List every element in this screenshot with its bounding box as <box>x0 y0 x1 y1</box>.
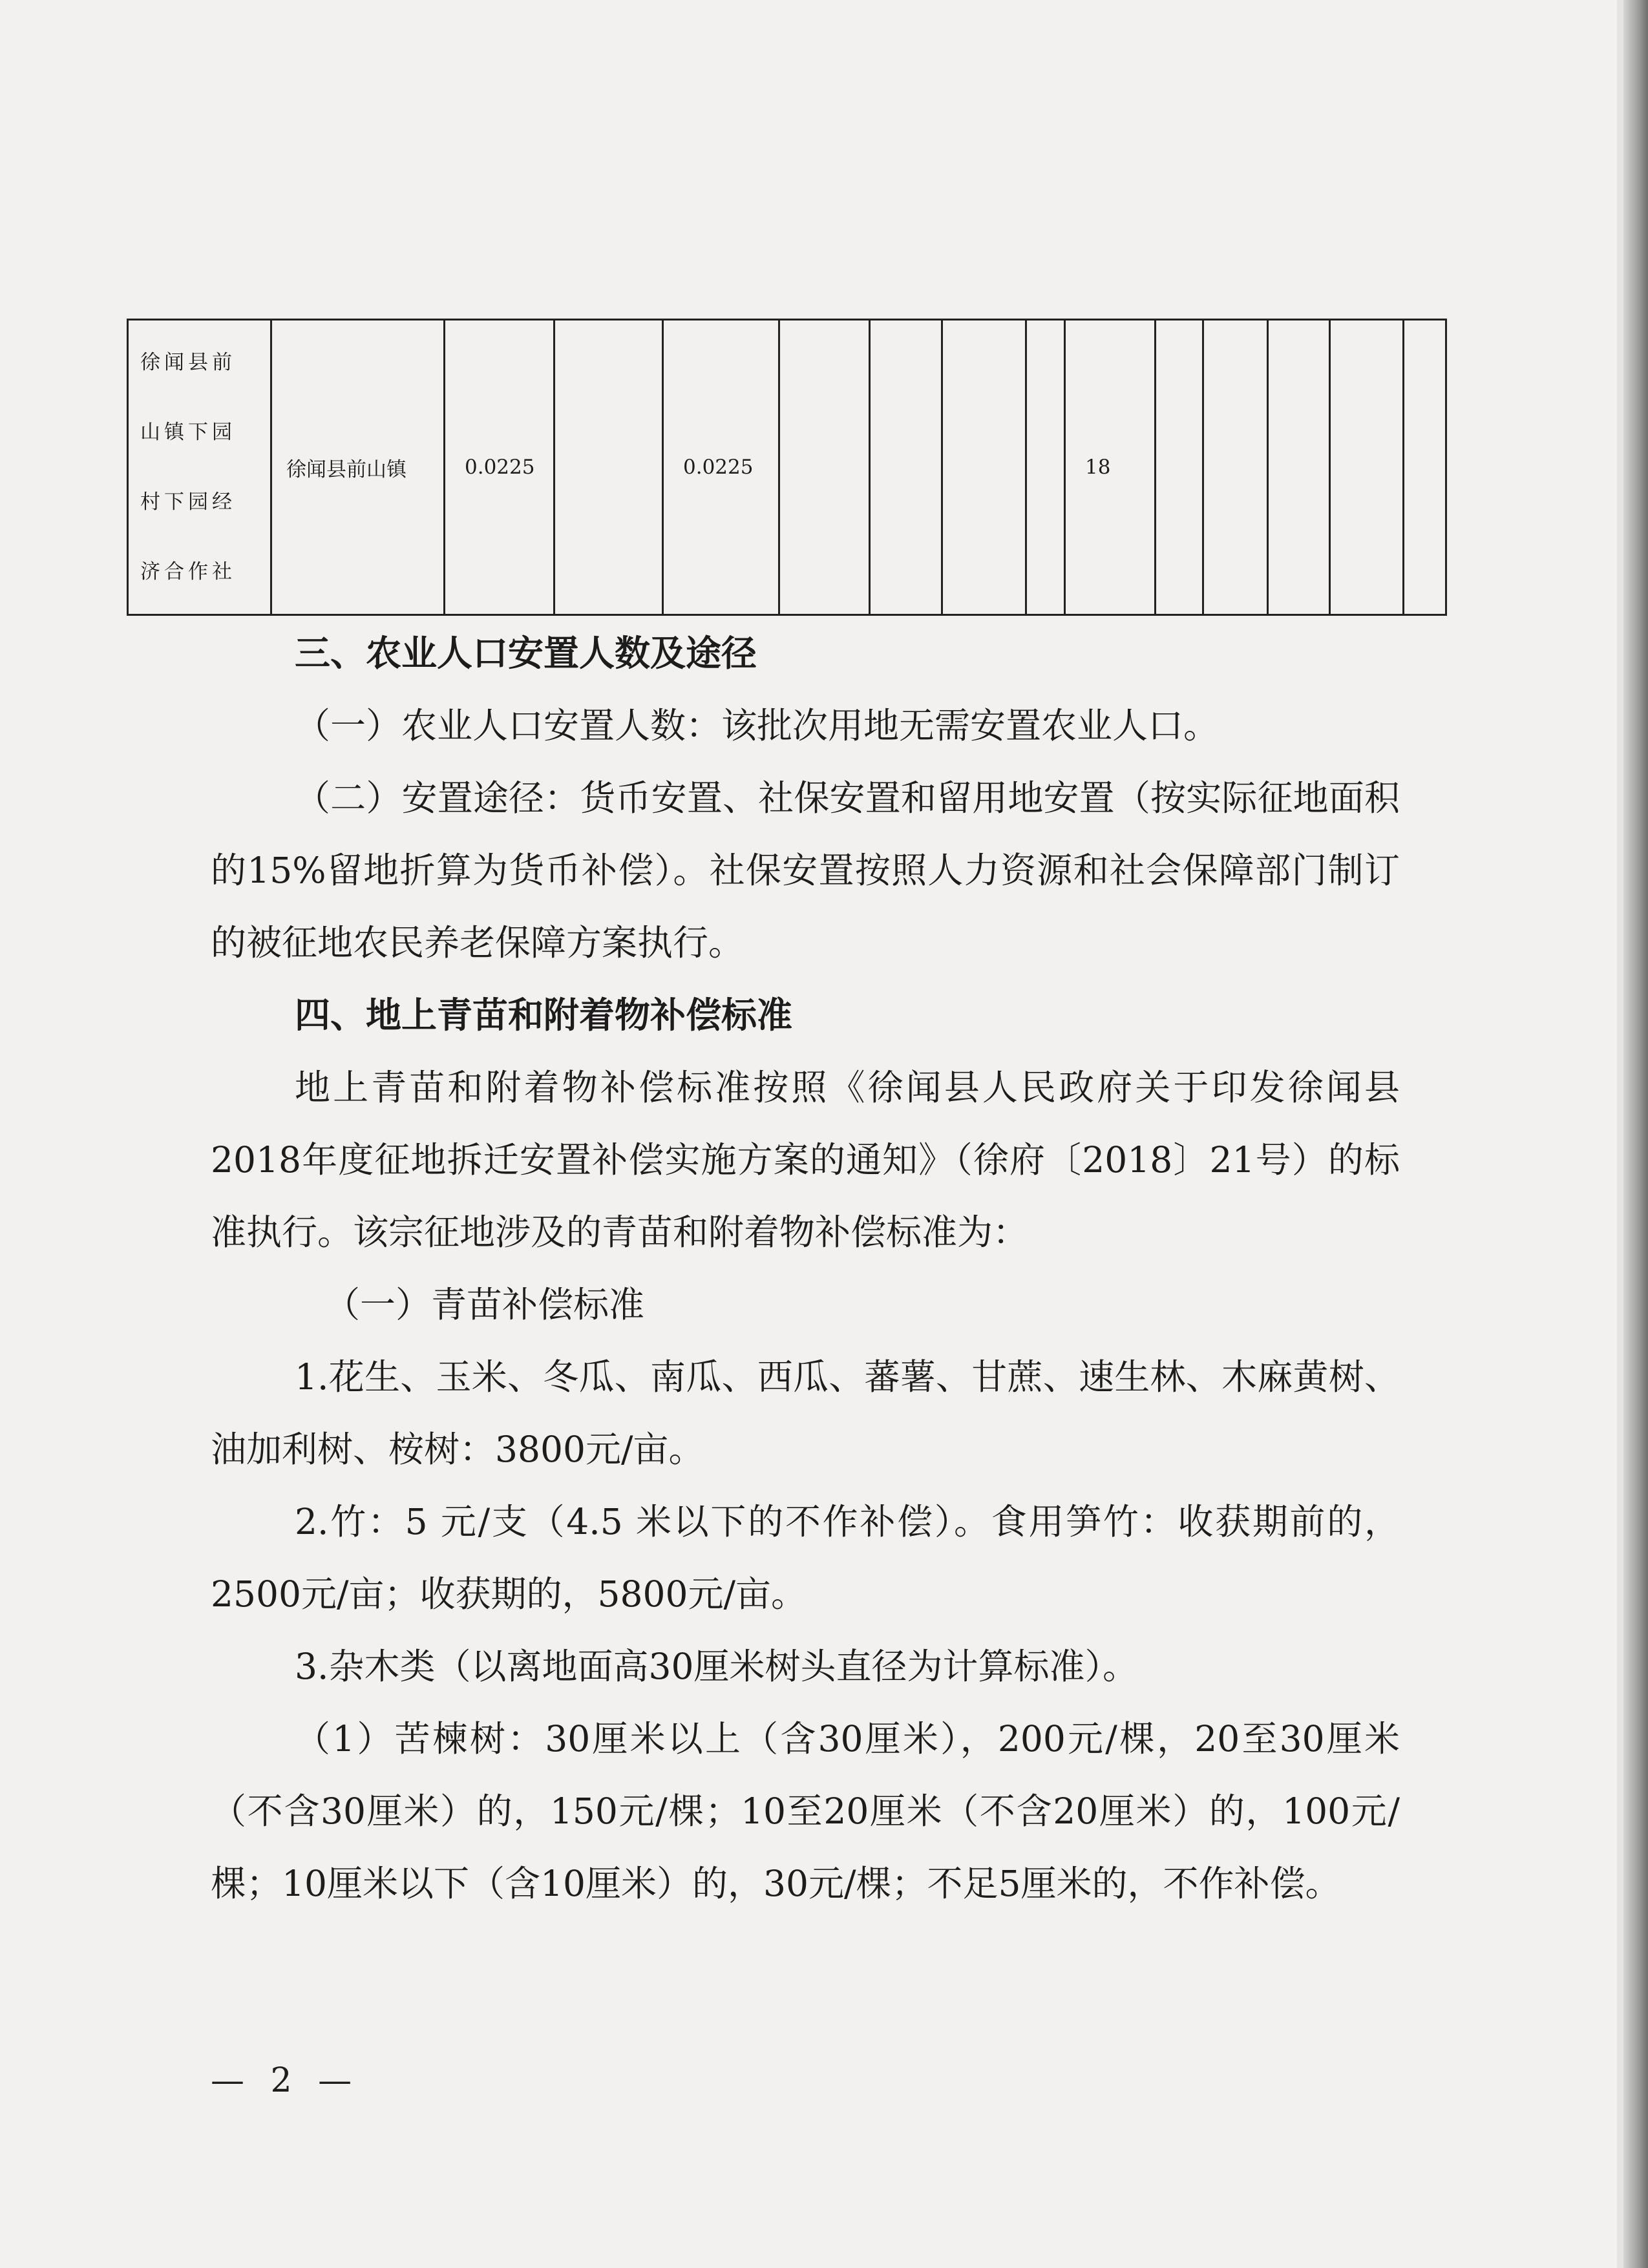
empty-cell <box>1330 320 1404 615</box>
empty-cell <box>1268 320 1330 615</box>
town-cell: 徐闻县前山镇 <box>271 320 445 615</box>
empty-cell <box>942 320 1026 615</box>
scan-edge-light <box>1617 0 1623 2268</box>
empty-cell <box>1026 320 1065 615</box>
page-number: — 2 — <box>211 2061 360 2100</box>
empty-cell <box>1156 320 1203 615</box>
land-table <box>127 319 1447 616</box>
empty-cell <box>779 320 870 615</box>
village-line: 山镇下园 <box>140 421 236 444</box>
count-cell: 18 <box>1065 320 1156 615</box>
empty-cell <box>555 320 663 615</box>
empty-cell <box>1404 320 1446 615</box>
empty-cell <box>1203 320 1268 615</box>
area-cell: 0.0225 <box>663 320 779 615</box>
empty-cell <box>870 320 942 615</box>
village-line: 济合作社 <box>140 560 236 583</box>
subsection-heading: （一）青苗补偿标准 <box>324 1284 645 1325</box>
village-cell <box>128 320 271 615</box>
paragraph: （二）安置途径：货币安置、社保安置和留用地安置（按实际征地面积的15%留地折算为货币补偿）。社保安置按照人力资源和社会保障部门制订的被征地农民养老保障方案执行。 <box>211 777 1400 963</box>
paragraph: 3.杂木类（以离地面高30厘米树头直径为计算标准）。 <box>295 1646 1138 1687</box>
paragraph: 1.花生、玉米、冬瓜、南瓜、西瓜、蕃薯、甘蔗、速生林、木麻黄树、油加利树、桉树：3800元/亩。 <box>211 1356 1400 1470</box>
section-heading: 四、地上青苗和附着物补偿标准 <box>295 994 793 1036</box>
document-body <box>211 617 1400 1920</box>
village-line: 徐闻县前 <box>140 351 236 374</box>
paragraph: 地上青苗和附着物补偿标准按照《徐闻县人民政府关于印发徐闻县2018年度征地拆迁安置补偿实施方案的通知》（徐府〔2018〕21号）的标准执行。该宗征地涉及的青苗和附着物补偿标准为： <box>211 1067 1400 1253</box>
paragraph: （1）苦楝树：30厘米以上（含30厘米），200元/棵，20至30厘米（不含30厘米）的，150元/棵；10至20厘米（不含20厘米）的，100元/棵；10厘米以下（含10厘米）的，30元/棵；不足5厘米的，不作补偿。 <box>211 1718 1400 1904</box>
paragraph: （一）农业人口安置人数：该批次用地无需安置农业人口。 <box>295 705 1220 746</box>
village-line: 村下园经 <box>140 490 236 514</box>
section-heading: 三、农业人口安置人数及途径 <box>295 633 757 674</box>
scan-edge-shadow <box>1623 0 1648 2268</box>
table-row <box>128 320 1446 615</box>
area-cell: 0.0225 <box>445 320 555 615</box>
paragraph: 2.竹：5 元/支（4.5 米以下的不作补偿）。食用笋竹：收获期前的，2500元/亩；收获期的，5800元/亩。 <box>211 1501 1400 1615</box>
